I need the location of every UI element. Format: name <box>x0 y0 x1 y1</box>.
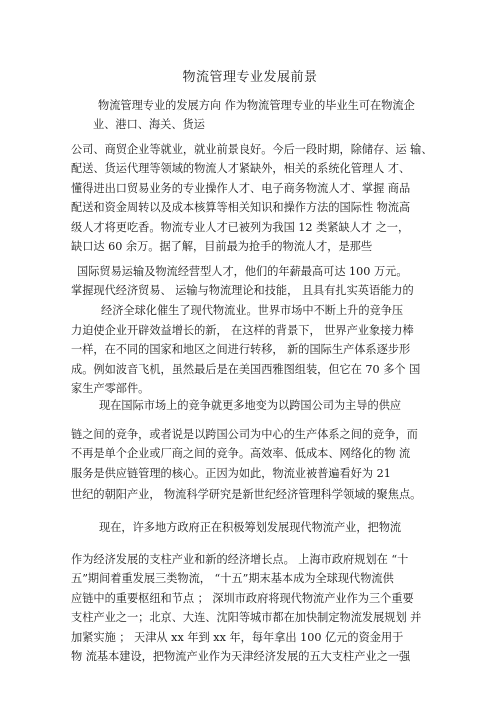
text-line: 服务是供应链管理的核心。正因为如此，物流业被普遍看好为 21 <box>71 466 391 480</box>
text-line: 作为经济发展的支柱产业和新的经济增长点。 上海市政府规划在 “十 <box>71 553 409 566</box>
paragraph-sunrise-industry <box>71 485 451 504</box>
text-line: 物流管理专业的发展方向 作为物流管理专业的毕业生可在物流企 <box>98 99 415 112</box>
text-line: 世纪的朝阳产业， 物流科学研究是新世纪经济管理科学领域的聚焦点。 <box>71 488 422 501</box>
text-line: 加紧实施 ； 天津从 xx 年到 xx 年，每年拿出 100 亿元的资金用于 <box>71 630 404 644</box>
text-line: 应链中的重要枢纽和节点 ； 深圳市政府将现代物流产业作为三个重要 <box>71 591 414 605</box>
text-line: 业、港口、海关、货运 <box>93 118 205 132</box>
paragraph-talent <box>71 262 433 320</box>
text-line: 公司、商贸企业等就业，就业前景良好。今后一段时期，除储存、运 输、 <box>71 143 433 156</box>
text-line: 经济全球化催生了现代物流业。世界市场中不断上升的竞争压 <box>101 303 404 317</box>
text-line: 配送和资金周转以及成本核算等相关知识和操作方法的国际性 物流高 <box>71 201 411 215</box>
text-line: 支柱产业之一；北京、大连、沈阳等城市都在加快制定物流发展规划 并 <box>71 611 422 625</box>
paragraph-employment <box>71 140 433 256</box>
text-line: 级人才将更吃香。物流专业人才已被列为我国 12 类紧缺人才 之一， <box>71 220 410 234</box>
paragraph-local-government <box>99 518 439 537</box>
paragraph-intro <box>93 96 428 135</box>
text-line: 国际贸易运输及物流经营型人才，他们的年薪最高可达 100 万元。 <box>77 265 408 278</box>
text-line: 不再是单个企业或厂商之间的竞争。高效率、低成本、网络化的物 流 <box>71 447 411 461</box>
page-title: 物流管理专业发展前景 <box>182 70 318 85</box>
text-line: 一样，在不同的国家和地区之间进行转移， 新的国际生产体系逐步形 <box>71 343 411 357</box>
text-line: 家生产零部件。 <box>71 382 150 396</box>
text-line: 现在国际市场上的竞争就更多地变为以跨国公司为主导的供应 <box>99 399 402 412</box>
text-line: 配送、货运代理等领域的物流人才紧缺外，相关的系统化管理人 才、 <box>71 162 411 176</box>
paragraph-city-plans <box>71 550 433 666</box>
paragraph-globalization <box>71 321 433 399</box>
text-line: 五”期间着重发展三类物流， “十五”期末基本成为全球现代物流供 <box>71 572 394 586</box>
text-line: 链之间的竞争，或者说是以跨国公司为中心的生产体系之间的竞争，而 <box>71 428 418 441</box>
text-line: 懂得进出口贸易业务的专业操作人才、电子商务物流人才、掌握 商品 <box>71 181 411 195</box>
paragraph-supply-chain <box>71 425 433 483</box>
text-line: 物 流基本建设，把物流产业作为天津经济发展的五大支柱产业之一强 <box>71 650 411 664</box>
text-line: 缺口达 60 余万。据了解，目前最为抢手的物流人才，是那些 <box>71 240 373 254</box>
text-line: 成。例如波音飞机，虽然最后是在美国西雅图组装，但它在 70 多个 国 <box>71 362 421 376</box>
text-line: 现在，许多地方政府正在积极筹划发展现代物流产业，把物流 <box>99 521 402 534</box>
text-line: 力迫使企业开辟效益增长的新， 在这样的背景下， 世界产业象接力棒 <box>71 324 414 337</box>
text-line: 掌握现代经济贸易、 运输与物流理论和技能， 且具有扎实英语能力的 <box>71 284 414 298</box>
paragraph-competition <box>99 396 439 415</box>
